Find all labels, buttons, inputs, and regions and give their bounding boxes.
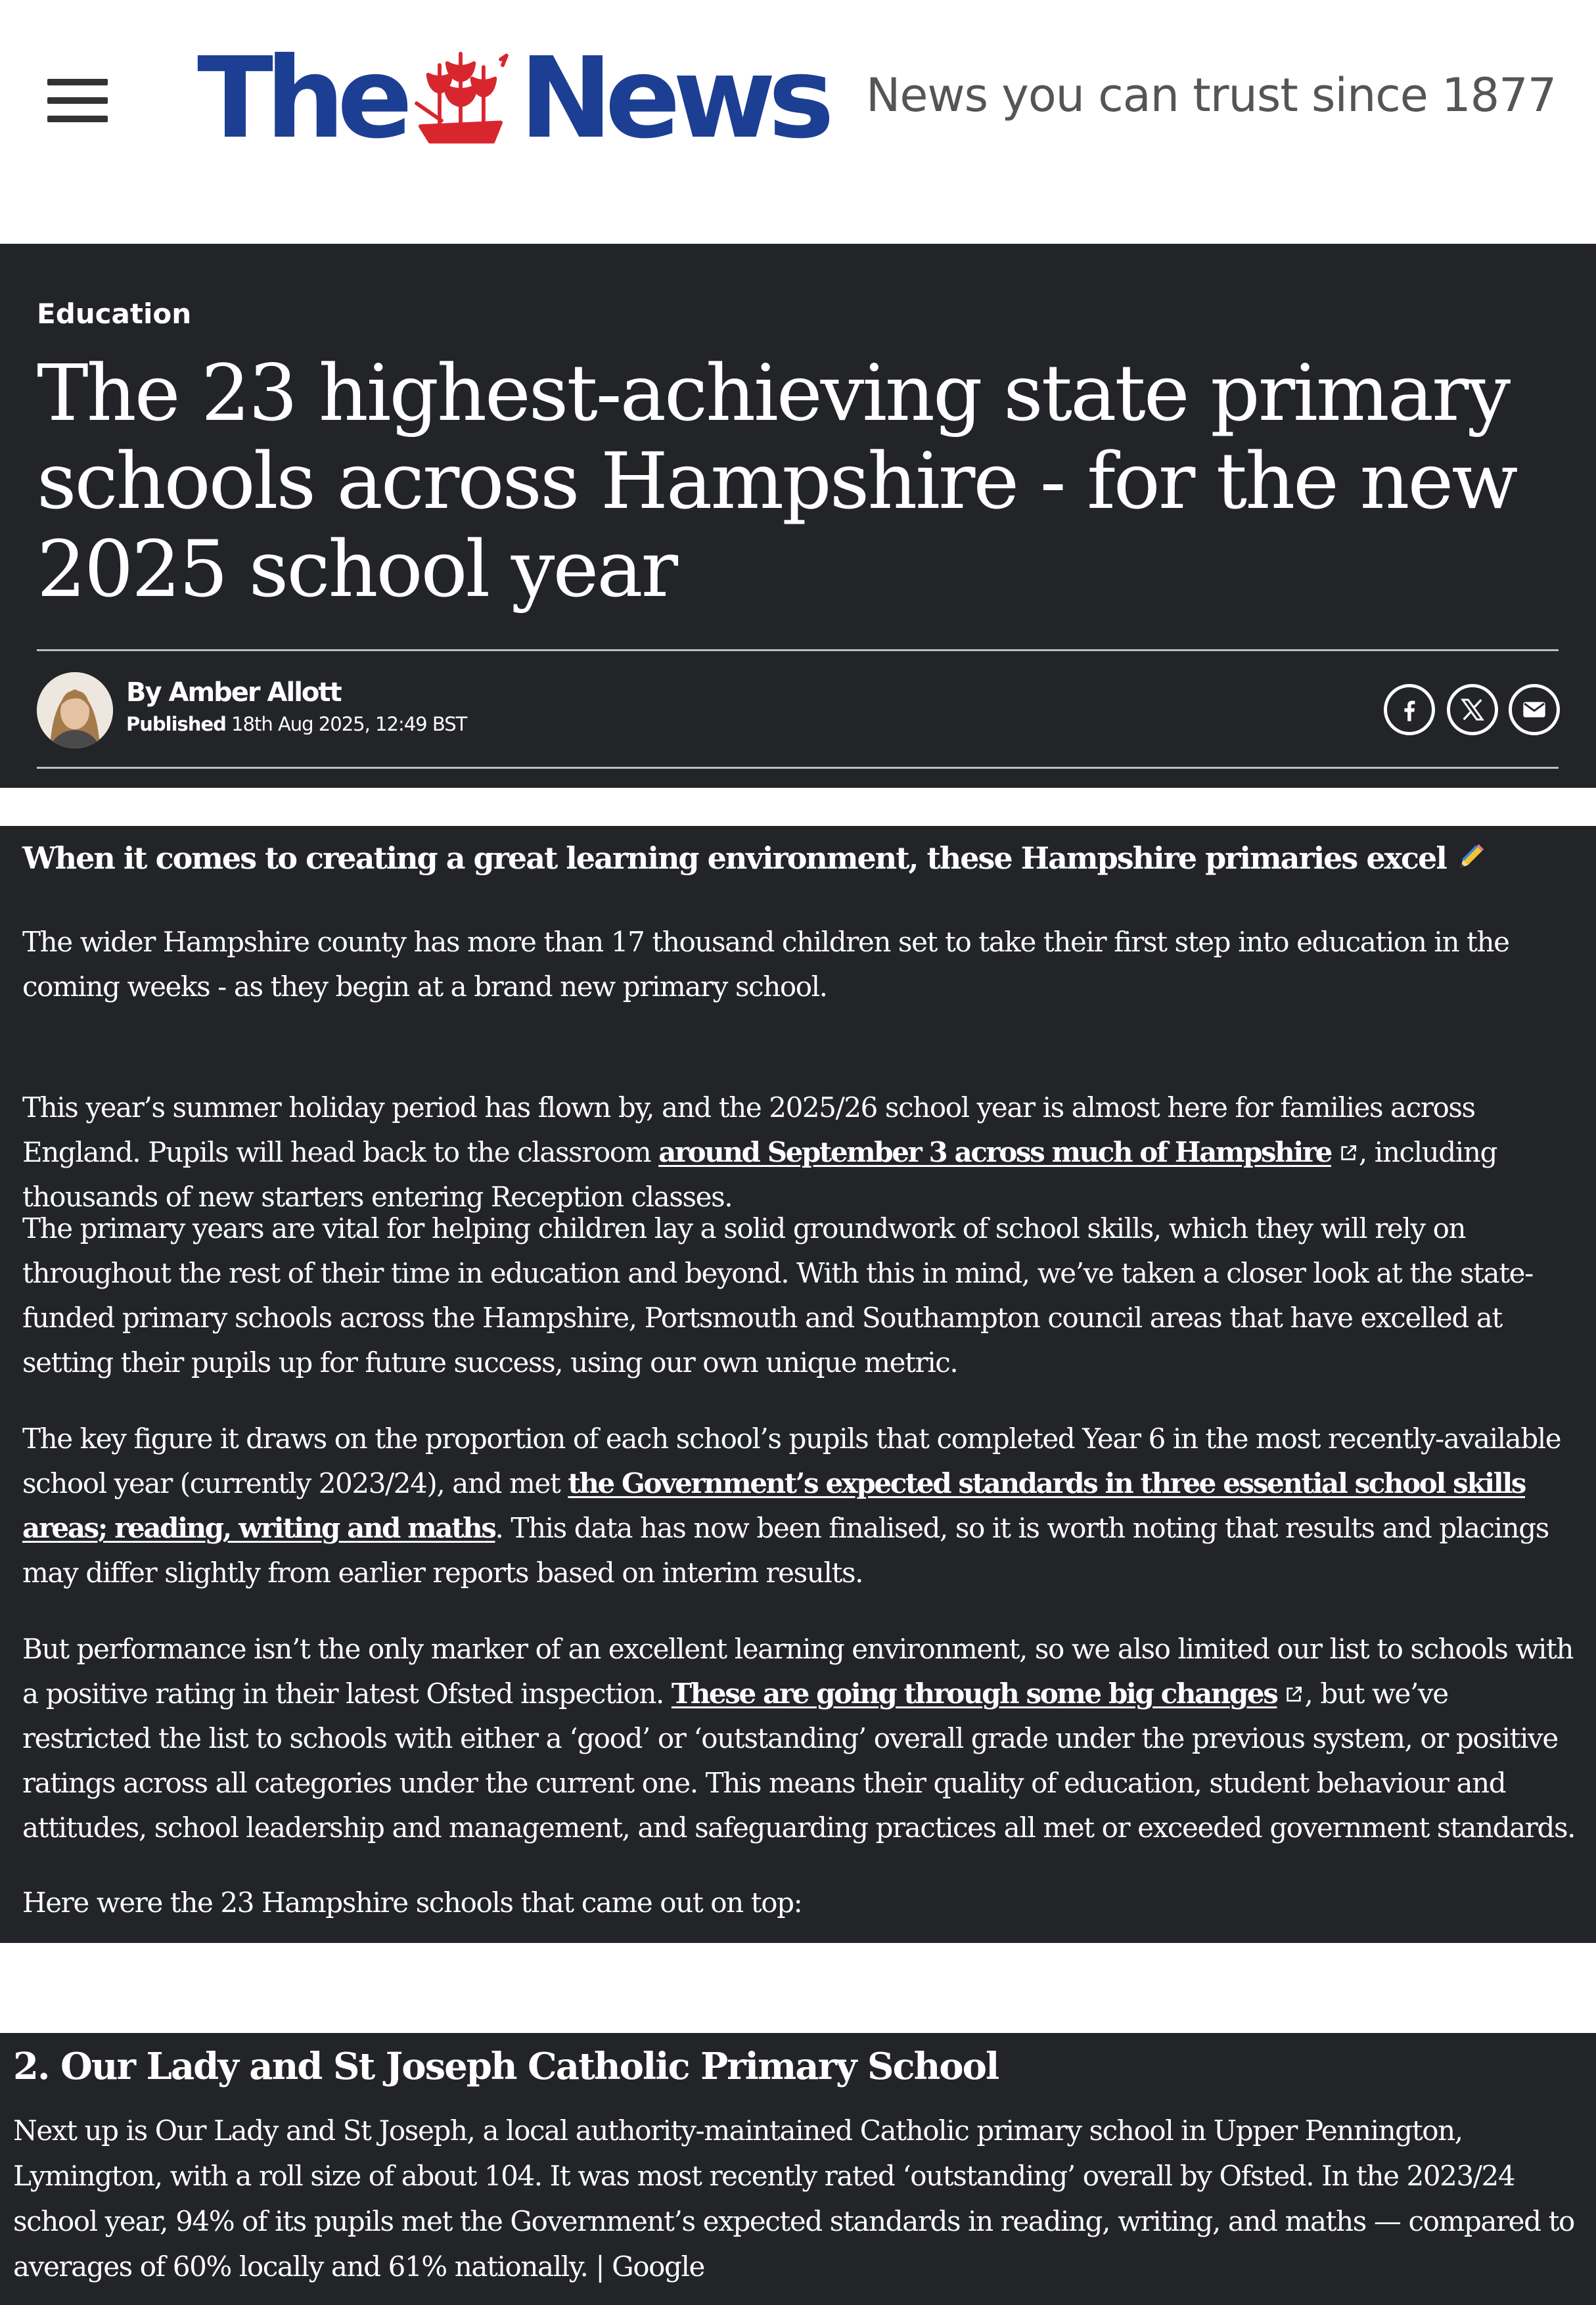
external-link-icon xyxy=(1283,1684,1304,1705)
school-entry xyxy=(0,2033,1596,2305)
external-link-icon xyxy=(1338,1143,1359,1164)
share-facebook-button[interactable] xyxy=(1384,684,1435,735)
article-headline: The 23 highest-achieving state primary schools across Hampshire - for the new 2025 school year xyxy=(37,348,1516,614)
divider xyxy=(37,649,1559,651)
site-header xyxy=(0,0,1596,244)
intro-text: When it comes to creating a great learning environment, these Hampshire primaries excel xyxy=(22,840,1446,876)
paragraph-2 xyxy=(22,1085,1580,1220)
author-avatar[interactable] xyxy=(37,672,113,748)
publish-date xyxy=(126,713,467,735)
byline xyxy=(126,677,467,735)
paragraph-3: The primary years are vital for helping children lay a solid groundwork of school skills, which they will rely on throughout the rest of their time in education and beyond. With this in mind, we’ve taken a closer look at the state-funded primary schools across the Hampshire, Portsmouth and Southampton council areas that have excelled at setting their pupils up for future success, using our own unique metric. xyxy=(22,1212,1533,1379)
share-email-button[interactable] xyxy=(1509,684,1560,735)
school-entry-description: Next up is Our Lady and St Joseph, a local authority-maintained Catholic primary school in Upper Pennington, Lymington, with a roll size of about 104. It was most recently rated ‘outstanding’ overall by Ofsted. In the 2023/24 school year, 94% of its pupils met the Government’s expected standards in reading, writing, and maths — compared to averages of 60% locally and 61% nationally. | Google xyxy=(13,2114,1574,2283)
article-link-expected-standards[interactable]: the Government’s expected standards in three essential school skills areas; reading, writing and maths xyxy=(22,1467,1526,1544)
site-tagline: News you can trust since 1877 xyxy=(866,68,1557,122)
paragraph-4-text: The key figure it draws on the proportion of each school’s pupils that completed Year 6 in the most recently-available school year (currently 2023/24), and met xyxy=(22,1423,1561,1499)
x-icon xyxy=(1459,696,1486,723)
pencil-icon xyxy=(1455,842,1486,873)
article-link-september-3[interactable]: around September 3 across much of Hampshire xyxy=(658,1136,1331,1168)
logo-word-the: The xyxy=(197,34,405,164)
article-link-big-changes[interactable]: These are going through some big changes xyxy=(671,1677,1277,1710)
logo-word-news: News xyxy=(519,34,827,164)
facebook-icon xyxy=(1396,696,1423,723)
category-link[interactable]: Education xyxy=(37,298,192,330)
email-icon xyxy=(1521,696,1547,723)
paragraph-5 xyxy=(22,1627,1580,1850)
paragraph-4 xyxy=(22,1417,1580,1595)
school-entry-title: 2. Our Lady and St Joseph Catholic Primary School xyxy=(13,2045,999,2088)
article-body xyxy=(0,826,1596,1943)
article-hero xyxy=(0,244,1596,788)
hamburger-menu-icon[interactable] xyxy=(47,79,108,122)
published-label: Published xyxy=(126,713,226,735)
paragraph-4-text: . This data has now been finalised, so it is worth noting that results and placings may differ slightly from earlier reports based on interim results. xyxy=(22,1512,1549,1589)
divider xyxy=(37,767,1559,769)
paragraph-5-text: , but we’ve restricted the list to schools with either a ‘good’ or ‘outstanding’ overall grade under the previous system, or positive ratings across all categories under the current one. This means their quality of education, student behaviour and attitudes, school leadership and management, and safeguarding practices all met or exceeded government standards. xyxy=(22,1677,1576,1844)
published-date-value: 18th Aug 2025, 12:49 BST xyxy=(231,713,467,735)
paragraph-2-text: , including thousands of new starters entering Reception classes. xyxy=(22,1136,1497,1213)
paragraph-5-text: But performance isn’t the only marker of an excellent learning environment, so we also limited our list to schools with a positive rating in their latest Ofsted inspection. xyxy=(22,1633,1574,1710)
article-intro xyxy=(22,840,1486,876)
share-x-button[interactable] xyxy=(1447,684,1498,735)
site-logo[interactable] xyxy=(197,34,827,164)
sailing-ship-icon xyxy=(411,46,510,151)
author-name[interactable]: By Amber Allott xyxy=(126,677,341,708)
paragraph-2-text: This year’s summer holiday period has flown by, and the 2025/26 school year is almost here for families across England. Pupils will head back to the classroom xyxy=(22,1091,1475,1168)
paragraph-6: Here were the 23 Hampshire schools that came out on top: xyxy=(22,1886,802,1919)
paragraph-1: The wider Hampshire county has more than 17 thousand children set to take their first step into education in the coming weeks - as they begin at a brand new primary school. xyxy=(22,926,1509,1003)
